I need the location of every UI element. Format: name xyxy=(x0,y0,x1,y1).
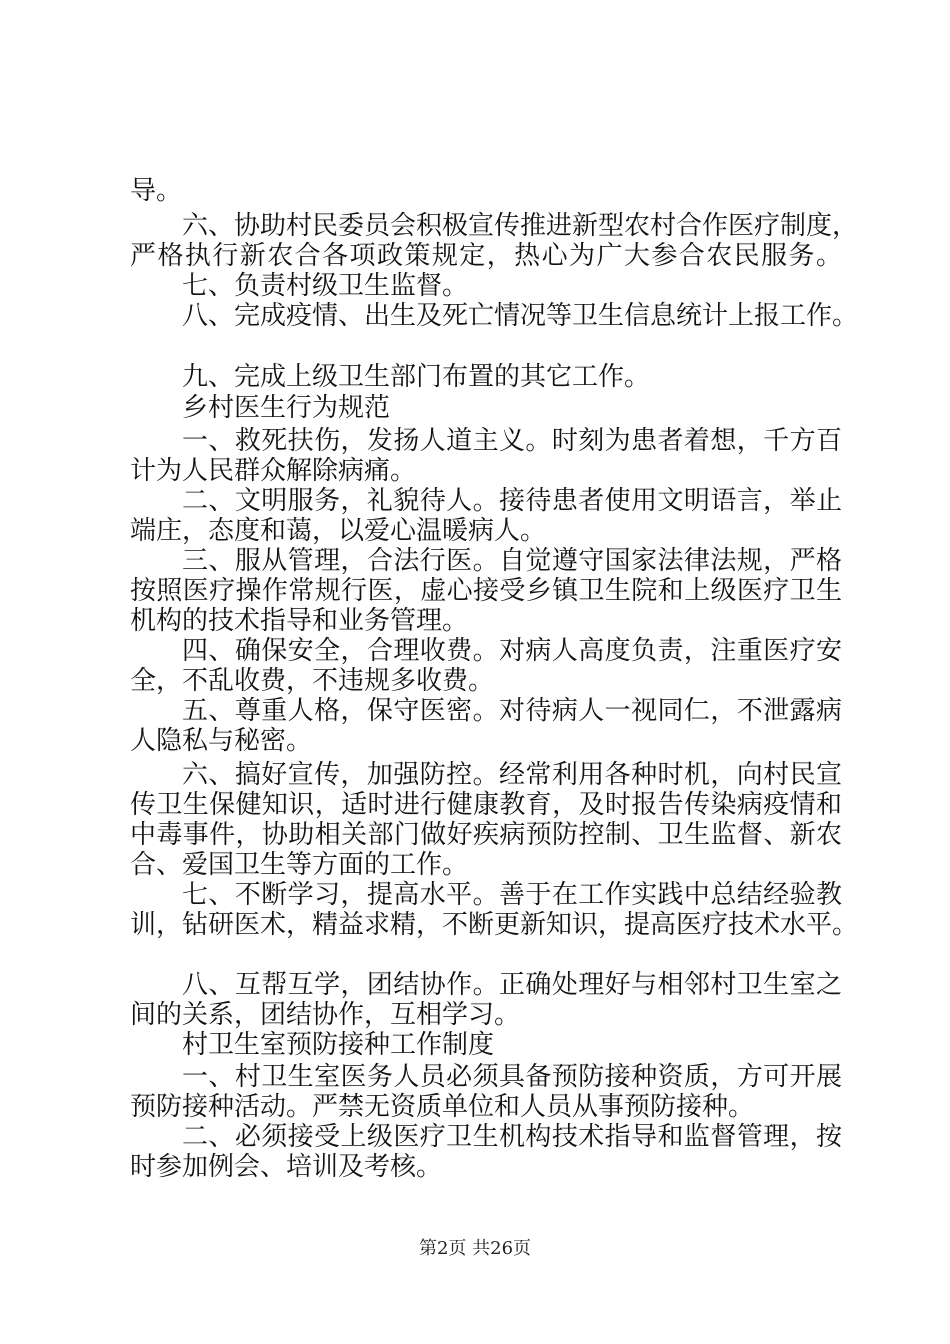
page-number-footer: 第2页 共26页 xyxy=(418,1238,532,1259)
text-line: 一、救死扶伤，发扬人道主义。时刻为患者着想，千方百 xyxy=(182,426,842,456)
section-heading: 乡村医生行为规范 xyxy=(182,393,391,423)
text-line: 严格执行新农合各项政策规定，热心为广大参合农民服务。 xyxy=(130,241,842,271)
text-line: 中毒事件，协助相关部门做好疾病预防控制、卫生监督、新农 xyxy=(130,820,842,850)
text-line: 全，不乱收费，不违规多收费。 xyxy=(130,666,495,696)
text-line: 端庄，态度和蔼，以爱心温暖病人。 xyxy=(130,516,547,546)
text-line: 八、完成疫情、出生及死亡情况等卫生信息统计上报工作。 xyxy=(182,301,859,331)
text-line: 合、爱国卫生等方面的工作。 xyxy=(130,850,469,880)
text-line: 人隐私与秘密。 xyxy=(130,726,313,756)
text-line: 计为人民群众解除病痛。 xyxy=(130,456,417,486)
text-line: 时参加例会、培训及考核。 xyxy=(130,1152,443,1182)
text-line: 间的关系，团结协作，互相学习。 xyxy=(130,1000,521,1030)
text-line: 五、尊重人格，保守医密。对待病人一视同仁，不泄露病 xyxy=(182,696,842,726)
text-line: 机构的技术指导和业务管理。 xyxy=(130,606,469,636)
text-line: 七、负责村级卫生监督。 xyxy=(182,271,469,301)
text-line: 训，钻研医术，精益求精，不断更新知识，提高医疗技术水平。 xyxy=(130,910,859,940)
text-line: 预防接种活动。严禁无资质单位和人员从事预防接种。 xyxy=(130,1092,755,1122)
text-line: 一、村卫生室医务人员必须具备预防接种资质，方可开展 xyxy=(182,1062,842,1092)
text-line: 三、服从管理，合法行医。自觉遵守国家法律法规，严格 xyxy=(182,546,842,576)
text-line: 六、协助村民委员会积极宣传推进新型农村合作医疗制度， xyxy=(182,211,859,241)
text-line: 四、确保安全，合理收费。对病人高度负责，注重医疗安 xyxy=(182,636,842,666)
text-line: 七、不断学习，提高水平。善于在工作实践中总结经验教 xyxy=(182,880,842,910)
text-line: 九、完成上级卫生部门布置的其它工作。 xyxy=(182,362,651,392)
text-line: 六、搞好宣传，加强防控。经常利用各种时机，向村民宣 xyxy=(182,760,842,790)
document-page xyxy=(130,0,859,1344)
text-line: 导。 xyxy=(130,176,183,206)
text-line: 八、互帮互学，团结协作。正确处理好与相邻村卫生室之 xyxy=(182,970,842,1000)
text-line: 传卫生保健知识，适时进行健康教育，及时报告传染病疫情和 xyxy=(130,790,842,820)
text-line: 二、文明服务，礼貌待人。接待患者使用文明语言，举止 xyxy=(182,486,842,516)
text-line: 二、必须接受上级医疗卫生机构技术指导和监督管理，按 xyxy=(182,1122,842,1152)
text-line: 按照医疗操作常规行医，虚心接受乡镇卫生院和上级医疗卫生 xyxy=(130,576,842,606)
section-heading: 村卫生室预防接种工作制度 xyxy=(182,1030,495,1060)
